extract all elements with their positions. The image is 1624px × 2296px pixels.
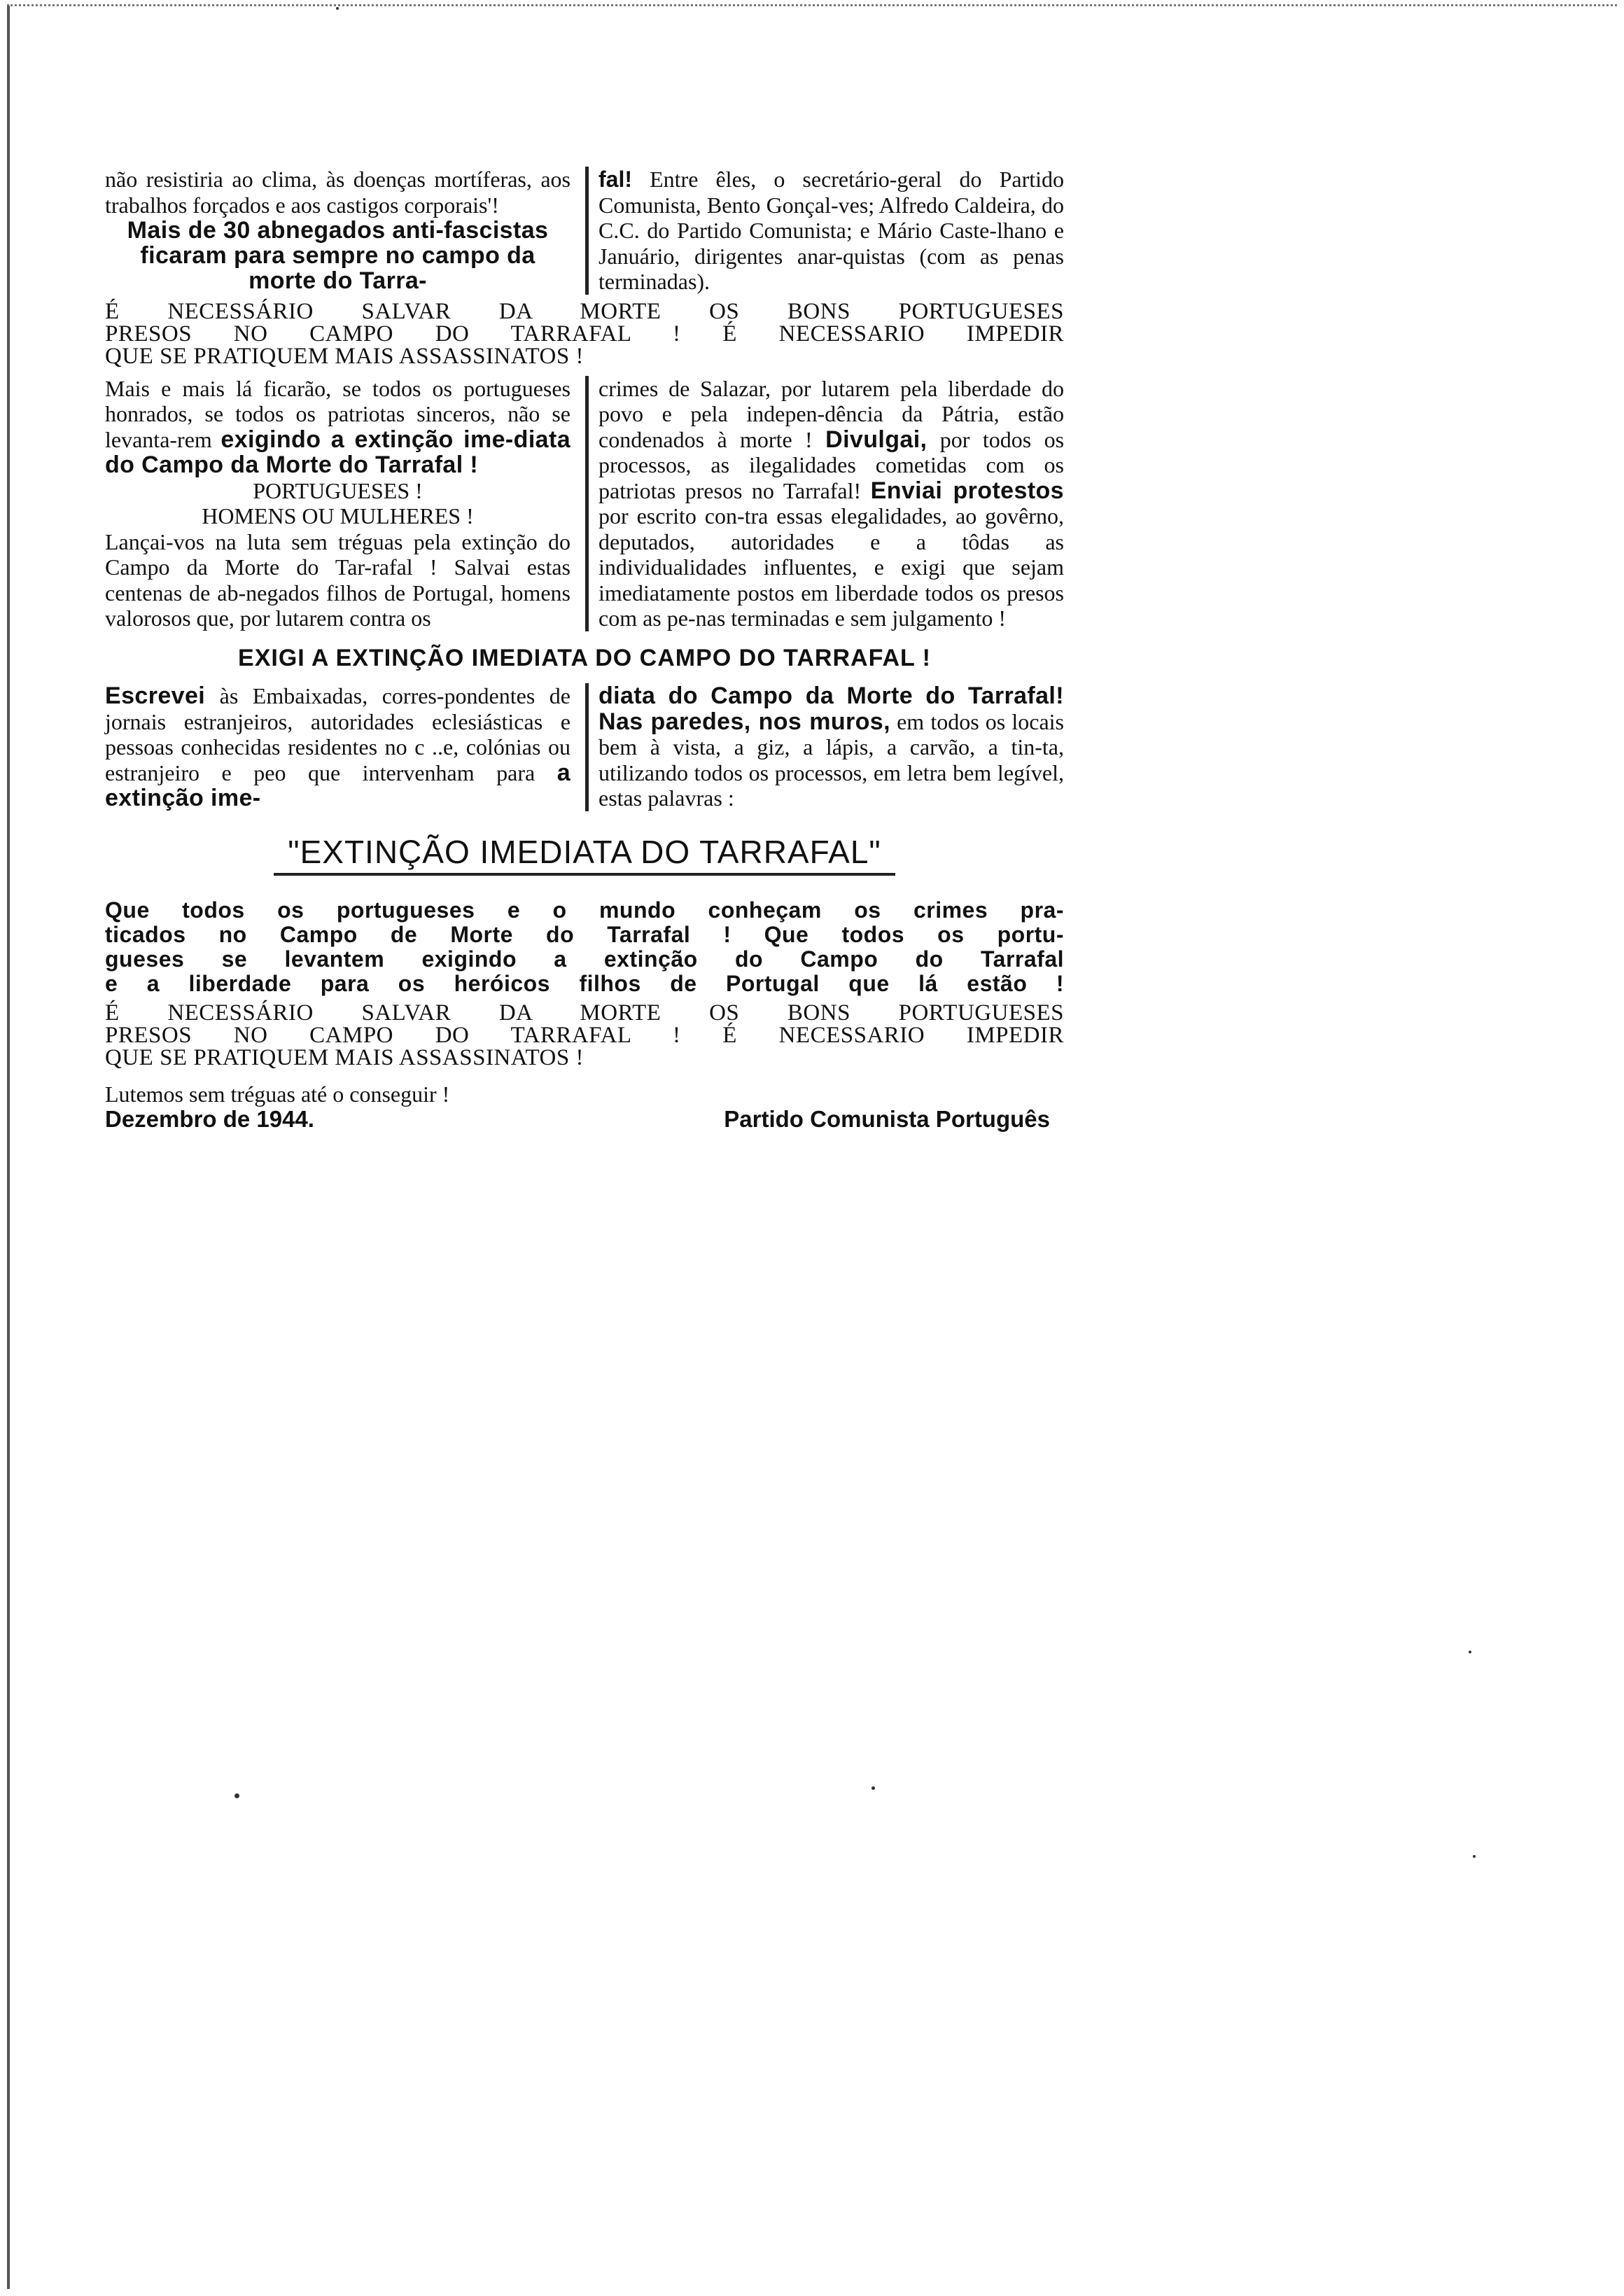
plain-text: em todos os locais bem à vista, a giz, a lápis, a carvão, a tin-ta, utilizando todos os processos, em letra bem legível, estas palavras : [598, 708, 1065, 811]
section-1-right-column [585, 167, 1064, 295]
section-2-left-center-1: PORTUGUESES ! [253, 477, 423, 503]
bold-text: exigindo a extinção ime-diata do Campo da Morte do Tarrafal ! [105, 426, 571, 478]
section-1-left-text [105, 167, 570, 218]
bold-text: Nas paredes, nos muros, [598, 708, 890, 735]
notice-1-line-3: QUE SE PRATIQUEM MAIS ASSASSINATOS ! [105, 343, 584, 369]
section-2-left-center-2: HOMENS OU MULHERES ! [202, 503, 474, 528]
notice-1-line-2: PRESOS NO CAMPO DO TARRAFAL ! É NECESSARIO IMPEDIR [105, 321, 1064, 346]
appeal-line-4: e a liberdade para os heróicos filhos de Portugal que lá estão ! [105, 970, 1064, 996]
section-3-right-text [598, 683, 1064, 811]
speck [336, 7, 339, 10]
section-3-left-text [105, 683, 570, 811]
section-1-left-bold: Mais de 30 abnegados anti-fascistas ficaram para sempre no campo da morte do Tarra- [127, 217, 549, 294]
section-2-left-column [105, 376, 580, 631]
notice-1-line-1: É NECESSÁRIO SALVAR DA MORTE OS BONS PORTUGUESES [105, 298, 1064, 324]
scan-top-edge [7, 4, 1617, 6]
signature-row [105, 1107, 1064, 1132]
bold-text: a extinção ime- [105, 759, 571, 811]
notice-2 [105, 1002, 1064, 1069]
closing-signature: Partido Comunista Português [724, 1105, 1050, 1132]
speck [234, 1793, 239, 1798]
closing-block [105, 1082, 1064, 1132]
appeal-line-2: ticados no Campo de Morte do Tarrafal ! Que todos os portu- [105, 921, 1064, 947]
bold-lead: fal! [598, 167, 632, 192]
plain-text: às Embaixadas, corres-pondentes de jornais estranjeiros, autoridades eclesiásticas e pessoas conhecidas residentes no c ..e, colónias ou estranjeiro e peo que intervenham para [105, 683, 570, 785]
closing-date: Dezembro de 1944. [105, 1105, 314, 1132]
plain-text: crimes de Salazar, por lutarem pela liberdade do povo e pela indepen-dência da Pátria, estão condenados à morte ! [598, 375, 1064, 452]
bold-text: diata do Campo da Morte do Tarrafal! [598, 682, 1064, 709]
scan-left-edge [7, 6, 10, 2289]
bold-text: Escrevei [105, 682, 206, 709]
closing-line: Lutemos sem tréguas até o conseguir ! [105, 1081, 450, 1107]
section-2-right-column [585, 376, 1064, 631]
speck [1473, 1855, 1476, 1858]
notice-2-line-2: PRESOS NO CAMPO DO TARRAFAL ! É NECESSARIO IMPEDIR [105, 1022, 1064, 1048]
headline-2-text: "EXTINÇÃO IMEDIATA DO TARRAFAL" [274, 834, 895, 876]
plain-text: por escrito con-tra essas elegalidades, ao govêrno, deputados, autoridades e a tôdas as individualidades influentes, e exigi que sejam imediatamente postos em liberdade todos os presos com as pe-nas terminadas e sem julgamento ! [598, 503, 1064, 631]
leaflet-page [105, 167, 1064, 1132]
section-3-right-column [585, 683, 1064, 811]
notice-2-line-3: QUE SE PRATIQUEM MAIS ASSASSINATOS ! [105, 1044, 584, 1070]
plain-text: Mais e mais lá ficarão, se todos os portugueses honrados, se todos os patriotas sinceros, não se levanta-rem [105, 375, 570, 452]
section-3 [105, 683, 1064, 811]
notice-1 [105, 300, 1064, 368]
section-1-right-text [598, 167, 1064, 295]
section-2 [105, 376, 1064, 631]
left-paragraph: não resistiria ao clima, às doenças mortíferas, aos trabalhos forçados e aos castigos corporais'! [105, 167, 570, 218]
appeal-line-1: Que todos os portugueses e o mundo conheçam os crimes pra- [105, 897, 1064, 923]
section-1-left-column [105, 167, 580, 295]
appeal-block [105, 898, 1064, 996]
section-1 [105, 167, 1064, 295]
bold-text: Divulgai, [825, 426, 927, 453]
appeal-line-3: gueses se levantem exigindo a extinção do Campo do Tarrafal [105, 946, 1064, 972]
section-2-right-text [598, 376, 1064, 631]
headline-2 [105, 834, 1064, 870]
section-2-left-p2: Lançai-vos na luta sem tréguas pela extinção do Campo da Morte do Tar-rafal ! Salvai estas centenas de ab-negados filhos de Portugal, homens valorosos que, por lutarem contra os [105, 528, 570, 631]
headline-1: EXIGI A EXTINÇÃO IMEDIATA DO CAMPO DO TARRAFAL ! [238, 644, 931, 671]
section-2-left-p1 [105, 376, 570, 478]
notice-2-line-1: É NECESSÁRIO SALVAR DA MORTE OS BONS PORTUGUESES [105, 1000, 1064, 1026]
right-paragraph: Entre êles, o secretário-geral do Partido Comunista, Bento Gonçal-ves; Alfredo Caldeira, do C.C. do Partido Comunista; e Mário Caste-lhano e Januário, dirigentes anar-quistas (com as penas terminadas). [598, 167, 1065, 294]
speck [1469, 1651, 1471, 1653]
plain-text: por todos os processos, as ilegalidades cometidas com os patriotas presos no Tarrafal! [598, 426, 1065, 503]
bold-text: Enviai protestos [870, 477, 1064, 504]
speck [872, 1786, 875, 1790]
section-3-left-column [105, 683, 580, 811]
